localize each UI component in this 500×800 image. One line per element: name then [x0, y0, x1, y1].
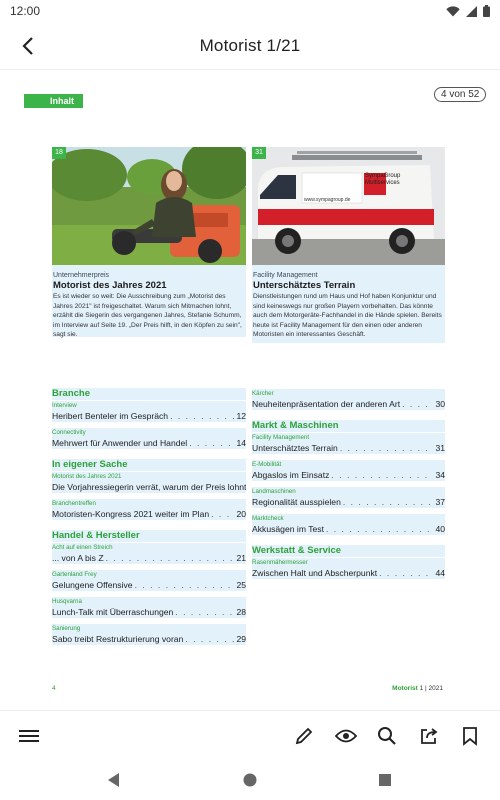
toc-entry-category: Sanierung	[52, 625, 81, 632]
signal-icon	[466, 6, 477, 17]
arrow-back-icon	[21, 36, 35, 56]
page-count-badge: 4 von 52	[434, 87, 486, 102]
feature-body: Dienstleistungen rund um Haus und Hof haben Konjunktur und sind keineswegs nur großen Playern vorbehalten. Das könnte auch dem Motorgeräte-Fachhandel in die Hände spielen. Bereits heute ist Facility Management für den einen oder anderen Motoristen ein interessantes Geschäft.	[253, 293, 442, 339]
toc-entry-title: Unterschätztes Terrain	[252, 443, 338, 453]
toc-entry-line	[252, 442, 445, 454]
toc-leader-dots	[185, 633, 234, 645]
featured-card-facility[interactable]	[252, 147, 445, 343]
toc-entry[interactable]	[52, 499, 246, 520]
nav-recents-button[interactable]	[377, 772, 393, 788]
toc-entry-page: 37	[435, 497, 445, 507]
toc-entry-title: Neuheitenpräsentation der anderen Art	[252, 399, 401, 409]
view-mode-button[interactable]	[334, 724, 358, 748]
toc-entry-title: ... von A bis Z	[52, 553, 104, 563]
toc-entry-title: Lunch-Talk mit Überraschungen	[52, 607, 174, 617]
search-button[interactable]	[375, 724, 399, 748]
toc-leader-dots	[340, 442, 434, 454]
toc-entry[interactable]	[52, 401, 246, 422]
nav-home-button[interactable]	[242, 772, 258, 788]
toc-entry-page: 40	[435, 524, 445, 534]
footer-issue: Motorist 1 | 2021	[392, 685, 443, 692]
toc-entry-page: 14	[236, 438, 246, 448]
toc-leader-dots	[211, 508, 234, 520]
circle-home-icon	[243, 773, 257, 787]
feature-body: Es ist wieder so weit: Die Ausschreibung zum „Motorist des Jahres 2021" ist freigeschaltet. Warum sich Mitmachen lohnt, erzählt die Siegerin des vergangenen Jahres, Stefanie Schumm, im Interview auf Seite 19. „Der Preis hilft, in den Köpfen zu sein", sagt sie.	[53, 293, 242, 339]
toc-entry-title: Die Vorjahressiegerin verrät, warum der Preis lohnt	[52, 482, 246, 492]
toc-group	[252, 420, 445, 535]
toc-entry[interactable]	[252, 460, 445, 481]
toc-entry-line	[52, 481, 246, 493]
featured-card-motorist[interactable]	[52, 147, 246, 337]
toc-entry-page: 12	[236, 411, 246, 421]
menu-button[interactable]	[17, 724, 41, 748]
van-lettering: SympaGroup Multiservices	[365, 173, 401, 186]
toc-entry-line	[252, 567, 445, 579]
magazine-page[interactable]	[0, 70, 500, 710]
toc-leader-dots	[175, 606, 234, 618]
toc-leader-dots	[189, 437, 234, 449]
toc-entry-category: Connectivity	[52, 429, 86, 436]
toc-entry[interactable]	[52, 543, 246, 564]
toc-leader-dots	[326, 523, 433, 535]
app-bar	[0, 22, 500, 70]
toc-entry-line	[52, 633, 246, 645]
toc-entry[interactable]	[52, 597, 246, 618]
wifi-icon	[446, 6, 460, 17]
toc-entry-category: Husqvarna	[52, 598, 82, 605]
toc-group-heading: Markt & Maschinen	[252, 420, 445, 432]
pencil-icon	[294, 726, 314, 746]
feature-category: Unternehmerpreis	[53, 272, 110, 279]
bookmark-button[interactable]	[458, 724, 482, 748]
toc-entry-line	[52, 410, 246, 422]
toc-left-column	[52, 388, 246, 655]
toc-entry-title: Zwischen Halt und Abscherpunkt	[252, 568, 378, 578]
section-tag: Inhalt	[24, 94, 83, 108]
toc-entry-page: 30	[435, 399, 445, 409]
toc-entry-page: 28	[236, 607, 246, 617]
toc-entry[interactable]	[252, 389, 445, 410]
toc-entry-line	[252, 496, 445, 508]
toc-entry-page: 34	[435, 470, 445, 480]
feature-photo-van	[252, 147, 445, 265]
system-navigation-bar	[0, 760, 500, 800]
toc-entry-line	[252, 523, 445, 535]
toc-entry-category: E-Mobilität	[252, 461, 282, 468]
toc-entry-category: Marktcheck	[252, 515, 284, 522]
toc-leader-dots	[379, 567, 433, 579]
toc-entry-category: Landmaschinen	[252, 488, 296, 495]
feature-headline: Unterschätztes Terrain	[253, 280, 356, 291]
toc-group	[52, 459, 246, 520]
toc-entry-category: Gartenland Frey	[52, 571, 97, 578]
toc-leader-dots	[106, 552, 235, 564]
toc-leader-dots	[135, 579, 235, 591]
footer-page-number: 4	[52, 685, 56, 692]
toc-entry-category: Facility Management	[252, 434, 310, 441]
toc-entry[interactable]	[252, 558, 445, 579]
toc-entry-line	[252, 469, 445, 481]
toc-entry[interactable]	[52, 570, 246, 591]
toc-entry-category: Motorist des Jahres 2021	[52, 473, 122, 480]
toc-entry-line	[52, 552, 246, 564]
toc-entry-title: Abgaslos im Einsatz	[252, 470, 330, 480]
annotate-button[interactable]	[292, 724, 316, 748]
page-title: Motorist 1/21	[199, 35, 301, 55]
toc-entry-title: Regionalität ausspielen	[252, 497, 341, 507]
toc-entry-line	[52, 606, 246, 618]
toc-entry-category: Branchentreffen	[52, 500, 96, 507]
toc-entry-category: Rasenmähermesser	[252, 559, 308, 566]
toc-entry-title: Akkusägen im Test	[252, 524, 324, 534]
eye-icon	[335, 728, 357, 744]
toc-group-heading: Werkstatt & Service	[252, 545, 445, 557]
toc-entry[interactable]	[52, 428, 246, 449]
toc-entry-line	[52, 437, 246, 449]
status-time: 12:00	[10, 4, 41, 18]
bottom-toolbar	[0, 710, 500, 760]
feature-headline: Motorist des Jahres 2021	[53, 280, 167, 291]
toc-entry[interactable]	[252, 487, 445, 508]
nav-back-button[interactable]	[106, 772, 122, 788]
battery-icon	[483, 5, 490, 17]
toc-group-heading: In eigener Sache	[52, 459, 246, 471]
toc-entry-page: 21	[236, 553, 246, 563]
toc-entry-page: 31	[435, 443, 445, 453]
toc-group	[252, 389, 445, 410]
van-url: www.sympagroup.de	[304, 197, 351, 203]
toc-entry-page: 44	[435, 568, 445, 578]
toc-entry-line	[52, 579, 246, 591]
feature-page-number: 18	[52, 147, 66, 159]
toc-entry[interactable]	[252, 514, 445, 535]
toc-leader-dots	[343, 496, 434, 508]
toc-entry[interactable]	[252, 433, 445, 454]
toc-entry-title: Heribert Benteler im Gespräch	[52, 411, 169, 421]
feature-page-number: 31	[252, 147, 266, 159]
toc-right-column	[252, 388, 445, 589]
feature-text	[252, 272, 445, 340]
feature-photo-woman-mower	[52, 147, 246, 265]
feature-category: Facility Management	[253, 272, 318, 279]
square-recents-icon	[379, 774, 391, 786]
feature-text	[52, 272, 246, 340]
bookmark-icon	[462, 726, 478, 746]
toc-entry-line	[52, 508, 246, 520]
toc-group	[52, 388, 246, 449]
toc-leader-dots	[170, 410, 234, 422]
toc-entry[interactable]	[52, 624, 246, 645]
toc-entry[interactable]	[52, 472, 246, 493]
hamburger-menu-icon	[19, 728, 39, 744]
toc-entry-category: Acht auf einen Streich	[52, 544, 113, 551]
status-icons	[446, 5, 490, 17]
search-icon	[377, 726, 397, 746]
toc-group	[252, 545, 445, 579]
toc-group	[52, 530, 246, 645]
toc-leader-dots	[402, 398, 433, 410]
share-button[interactable]	[417, 724, 441, 748]
toc-entry-category: Kärcher	[252, 390, 274, 397]
toc-entry-category: Interview	[52, 402, 77, 409]
toc-entry-page: 20	[236, 509, 246, 519]
back-button[interactable]	[14, 34, 42, 58]
toc-leader-dots	[331, 469, 433, 481]
triangle-back-icon	[108, 773, 120, 787]
toc-entry-title: Sabo treibt Restrukturierung voran	[52, 634, 184, 644]
toc-entry-line	[252, 398, 445, 410]
status-bar	[0, 0, 500, 22]
share-icon	[419, 726, 439, 746]
toc-entry-page: 29	[236, 634, 246, 644]
toc-group-heading: Handel & Hersteller	[52, 530, 246, 542]
toc-group-heading: Branche	[52, 388, 246, 400]
toc-entry-title: Mehrwert für Anwender und Handel	[52, 438, 188, 448]
toc-entry-title: Gelungene Offensive	[52, 580, 133, 590]
toc-entry-title: Motoristen-Kongress 2021 weiter im Plan	[52, 509, 210, 519]
toc-entry-page: 25	[236, 580, 246, 590]
